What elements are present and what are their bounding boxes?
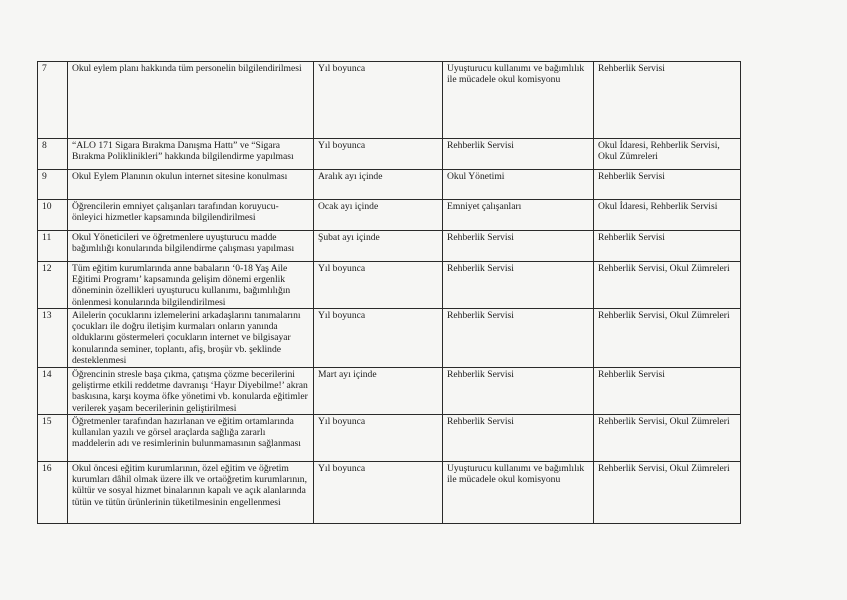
row-number: 14 (38, 368, 68, 415)
responsible-cell: Rehberlik Servisi (443, 262, 594, 309)
activity-cell: Tüm eğitim kurumlarında anne babaların ‘0-18 Yaş Aile Eğitimi Programı’ kapsamında gelişim dönemi ergenlik döneminin özellikleri uyuşturucu kullanımı, bağımlılığın önlenmesi konularında bilgilendirilmesi (68, 262, 314, 309)
time-cell: Yıl boyunca (314, 62, 443, 139)
table-row (38, 231, 741, 262)
row-number: 15 (38, 415, 68, 462)
time-cell: Yıl boyunca (314, 139, 443, 170)
cooperation-cell: Rehberlik Servisi (594, 62, 741, 139)
cooperation-cell: Rehberlik Servisi (594, 170, 741, 200)
responsible-cell: Uyuşturucu kullanımı ve bağımlılık ile mücadele okul komisyonu (443, 62, 594, 139)
action-plan-table (37, 61, 741, 524)
activity-cell: Ailelerin çocuklarını izlemelerini arkadaşlarını tanımalarını çocukları ile doğru iletişim kurmaları onların yanında olduklarını göstermeleri çocukların internet ve bilgisayar konularında seminer, toplantı, afiş, broşür vb. şeklinde desteklenmesi (68, 309, 314, 368)
cooperation-cell: Rehberlik Servisi, Okul Zümreleri (594, 262, 741, 309)
cooperation-cell: Rehberlik Servisi (594, 231, 741, 262)
cooperation-cell: Rehberlik Servisi (594, 368, 741, 415)
time-cell: Yıl boyunca (314, 309, 443, 368)
cooperation-cell: Rehberlik Servisi, Okul Zümreleri (594, 415, 741, 462)
responsible-cell: Rehberlik Servisi (443, 415, 594, 462)
table-row (38, 200, 741, 231)
row-number: 10 (38, 200, 68, 231)
table-row (38, 62, 741, 139)
time-cell: Mart ayı içinde (314, 368, 443, 415)
activity-cell: Okul eylem planı hakkında tüm personelin bilgilendirilmesi (68, 62, 314, 139)
activity-cell: Öğretmenler tarafından hazırlanan ve eğitim ortamlarında kullanılan yazılı ve görsel araçlarda sağlığa zararlı maddelerin adı ve resimlerinin bulunmamasının sağlanması (68, 415, 314, 462)
table-row (38, 462, 741, 524)
cooperation-cell: Rehberlik Servisi, Okul Zümreleri (594, 309, 741, 368)
table-row (38, 368, 741, 415)
time-cell: Yıl boyunca (314, 462, 443, 524)
row-number: 13 (38, 309, 68, 368)
responsible-cell: Emniyet çalışanları (443, 200, 594, 231)
activity-cell: Okul Eylem Planının okulun internet sitesine konulması (68, 170, 314, 200)
activity-cell: Okul Yöneticileri ve öğretmenlere uyuşturucu madde bağımlılığı konularında bilgilendirme çalışması yapılması (68, 231, 314, 262)
table-row (38, 415, 741, 462)
responsible-cell: Uyuşturucu kullanımı ve bağımlılık ile mücadele okul komisyonu (443, 462, 594, 524)
row-number: 12 (38, 262, 68, 309)
time-cell: Yıl boyunca (314, 262, 443, 309)
row-number: 16 (38, 462, 68, 524)
table-row (38, 262, 741, 309)
activity-cell: Öğrencilerin emniyet çalışanları tarafından koruyucu-önleyici hizmetler kapsamında bilgilendirilmesi (68, 200, 314, 231)
time-cell: Ocak ayı içinde (314, 200, 443, 231)
responsible-cell: Rehberlik Servisi (443, 309, 594, 368)
responsible-cell: Rehberlik Servisi (443, 231, 594, 262)
row-number: 7 (38, 62, 68, 139)
cooperation-cell: Okul İdaresi, Rehberlik Servisi (594, 200, 741, 231)
activity-cell: Okul öncesi eğitim kurumlarının, özel eğitim ve öğretim kurumları dâhil olmak üzere ilk ve ortaöğretim kurumlarının, kültür ve sosyal hizmet binalarının kapalı ve açık alanlarında tütün ve tütün ürünlerinin tüketilmesinin engellenmesi (68, 462, 314, 524)
time-cell: Şubat ayı içinde (314, 231, 443, 262)
row-number: 9 (38, 170, 68, 200)
table-row (38, 309, 741, 368)
row-number: 8 (38, 139, 68, 170)
responsible-cell: Rehberlik Servisi (443, 139, 594, 170)
row-number: 11 (38, 231, 68, 262)
time-cell: Aralık ayı içinde (314, 170, 443, 200)
cooperation-cell: Rehberlik Servisi, Okul Zümreleri (594, 462, 741, 524)
time-cell: Yıl boyunca (314, 415, 443, 462)
table-row (38, 139, 741, 170)
responsible-cell: Okul Yönetimi (443, 170, 594, 200)
activity-cell: Öğrencinin stresle başa çıkma, çatışma çözme becerilerini geliştirme etkili reddetme davranışı ‘Hayır Diyebilme!’ akran baskısına, karşı koyma öfke yönetimi vb. konularda eğitimler verilerek yaşam becerilerinin geliştirilmesi (68, 368, 314, 415)
responsible-cell: Rehberlik Servisi (443, 368, 594, 415)
table-row (38, 170, 741, 200)
activity-cell: “ALO 171 Sigara Bırakma Danışma Hattı” ve “Sigara Bırakma Poliklinikleri” hakkında bilgilendirme yapılması (68, 139, 314, 170)
cooperation-cell: Okul İdaresi, Rehberlik Servisi, Okul Zümreleri (594, 139, 741, 170)
